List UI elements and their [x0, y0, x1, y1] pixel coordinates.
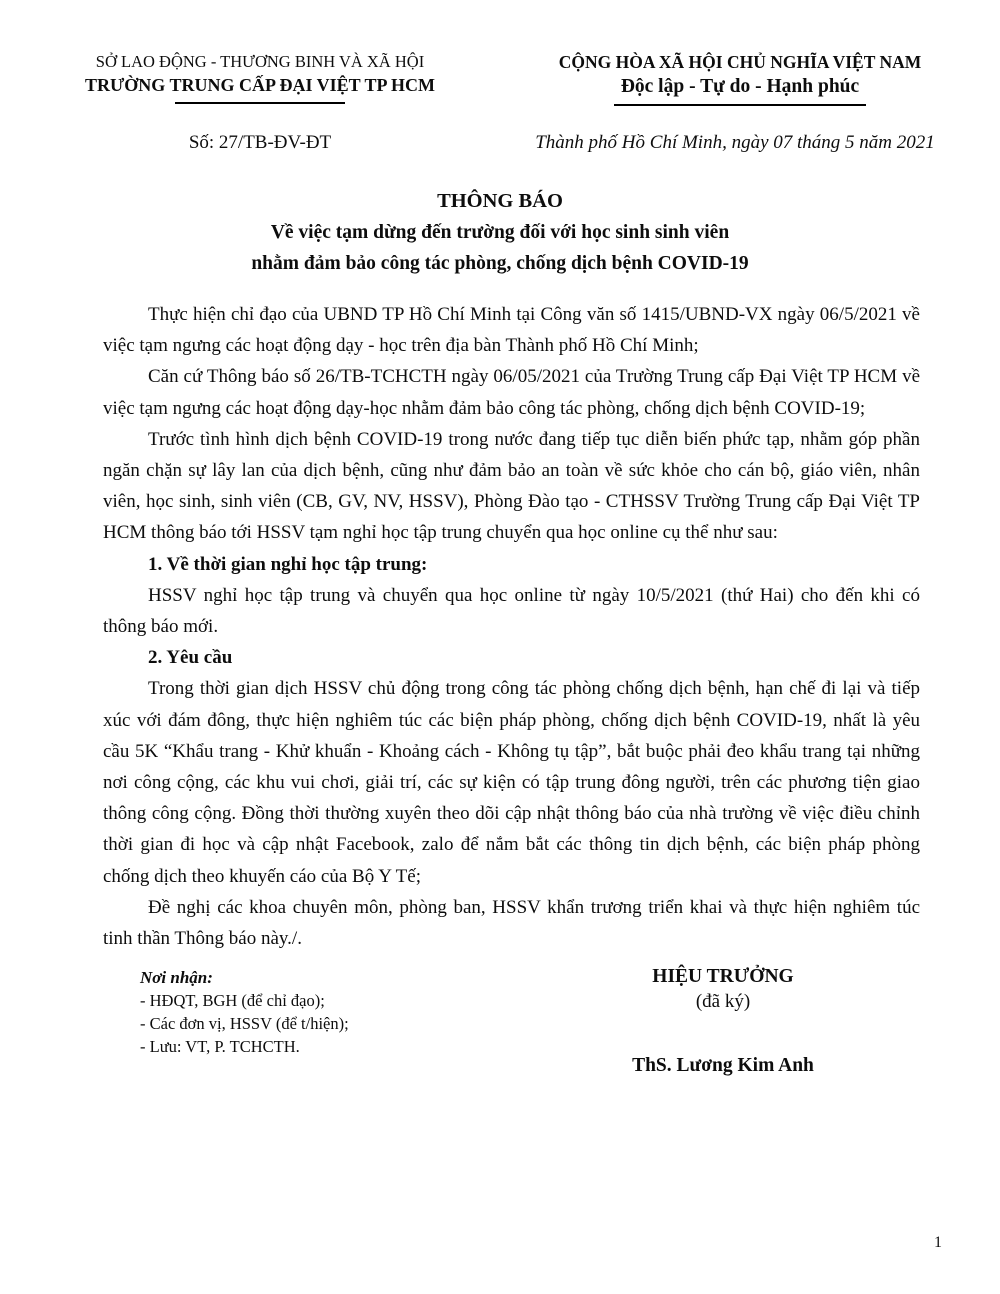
recipient-item: - Lưu: VT, P. TCHCTH.	[140, 1037, 300, 1057]
paragraph-directive: Thực hiện chỉ đạo của UBND TP Hồ Chí Minh tại Công văn số 1415/UBND-VX ngày 06/5/2021 về việc tạm ngưng các hoạt động dạy - học trên địa bàn Thành phố Hồ Chí Minh;	[103, 304, 920, 357]
document-title-block	[0, 186, 1000, 279]
header-columns	[0, 52, 1000, 106]
recipients-label: Nơi nhận:	[140, 968, 213, 988]
signature-block	[558, 966, 888, 1077]
place-date-line: Thành phố Hồ Chí Minh, ngày 07 tháng 5 năm 2021	[535, 132, 935, 153]
org-name: TRƯỜNG TRUNG CẤP ĐẠI VIỆT TP HCM	[84, 75, 436, 95]
page-number: 1	[934, 1234, 942, 1251]
recipient-item: - Các đơn vị, HSSV (để t/hiện);	[140, 1014, 349, 1034]
paragraph-basis: Căn cứ Thông báo số 26/TB-TCHCTH ngày 06/05/2021 của Trường Trung cấp Đại Việt TP HCM về việc tạm ngưng các hoạt động dạy-học nhằm đảm bảo công tác phòng, chống dịch bệnh COVID-19;	[103, 366, 920, 419]
recipients-block	[140, 966, 349, 1058]
paragraph-closing: Đề nghị các khoa chuyên môn, phòng ban, HSSV khẩn trương triển khai và thực hiện nghiêm túc tinh thần Thông báo này./.	[103, 896, 920, 950]
signed-note: (đã ký)	[695, 991, 751, 1013]
document-header	[0, 52, 1000, 154]
document-subtitle-line1: Về việc tạm dừng đến trường đối với học sinh sinh viên	[270, 222, 730, 243]
signer-title: HIỆU TRƯỞNG	[652, 966, 794, 988]
motto-underline	[614, 104, 866, 106]
recipient-item: - HĐQT, BGH (để chỉ đạo);	[140, 991, 325, 1011]
org-parent-name: SỞ LAO ĐỘNG - THƯƠNG BINH VÀ XÃ HỘI	[95, 52, 425, 71]
section-1-text: HSSV nghỉ học tập trung và chuyển qua học online từ ngày 10/5/2021 (thứ Hai) cho đến khi có thông báo mới.	[103, 584, 920, 638]
org-underline	[175, 102, 345, 104]
document-footer	[0, 966, 1000, 1077]
header-row-number-date	[0, 132, 1000, 154]
national-motto-block	[510, 52, 970, 106]
section-1-heading: 1. Về thời gian nghỉ học tập trung:	[148, 553, 428, 575]
national-motto: Độc lập - Tự do - Hạnh phúc	[620, 76, 860, 97]
issuing-org-block	[40, 52, 480, 106]
document-subtitle-line2: nhằm đảm bảo công tác phòng, chống dịch bệnh COVID-19	[251, 253, 749, 274]
paragraph-context: Trước tình hình dịch bệnh COVID-19 trong nước đang tiếp tục diễn biến phức tạp, nhằm góp phần ngăn chặn sự lây lan của dịch bệnh, cũng như đảm bảo an toàn về sức khỏe cho cán bộ, giáo viên, nhân viên, học sinh, sinh viên (CB, GV, NV, HSSV), Phòng Đào tạo - CTHSSV Trường Trung cấp Đại Việt TP HCM thông báo tới HSSV tạm nghỉ học tập trung chuyển qua học online cụ thể như sau:	[103, 428, 920, 544]
section-2-text: Trong thời gian dịch HSSV chủ động trong công tác phòng chống dịch bệnh, hạn chế đi lại và tiếp xúc với đám đông, thực hiện nghiêm túc các biện pháp phòng, chống dịch bệnh COVID-19, nhất là yêu cầu 5K “Khẩu trang - Khử khuẩn - Khoảng cách - Không tụ tập”, bắt buộc phải đeo khẩu trang tại những nơi công cộng, các khu vui chơi, giải trí, các sự kiện có tập trung đông người, trên các phương tiện giao thông công cộng. Đồng thời thường xuyên theo dõi cập nhật thông báo của nhà trường về việc điều chỉnh thời gian đi học và cập nhật Facebook, zalo để nắm bắt các thông tin dịch bệnh, các biện pháp phòng chống dịch theo khuyến cáo của Bộ Y Tế;	[103, 678, 920, 887]
national-header: CỘNG HÒA XÃ HỘI CHỦ NGHĨA VIỆT NAM	[558, 52, 922, 72]
document-number: Số: 27/TB-ĐV-ĐT	[188, 132, 332, 153]
document-body	[103, 299, 920, 954]
signer-name: ThS. Lương Kim Anh	[632, 1055, 814, 1077]
section-2-heading: 2. Yêu cầu	[148, 647, 233, 669]
document-title: THÔNG BÁO	[437, 190, 563, 212]
